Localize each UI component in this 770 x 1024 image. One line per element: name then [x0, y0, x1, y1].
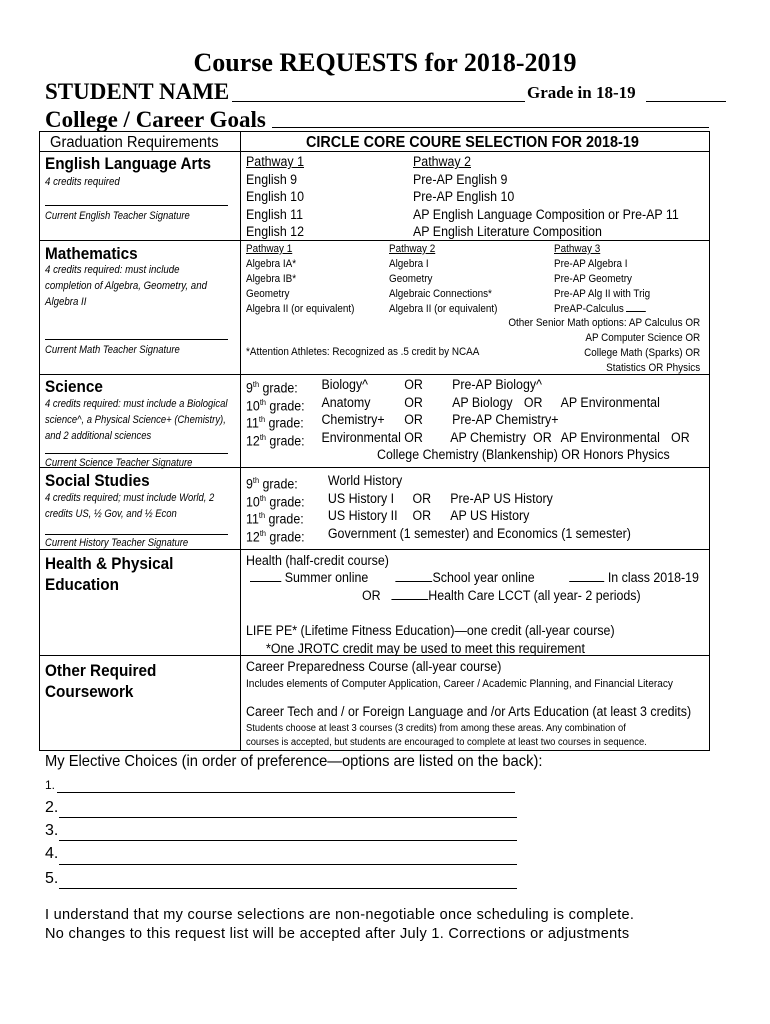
math-course: Algebra II (or equivalent) — [389, 303, 498, 315]
ela-course: English 9 — [246, 171, 298, 187]
math-other-line: AP Computer Science OR — [585, 332, 700, 344]
math-p1 — [246, 242, 354, 317]
math-p3 — [554, 242, 650, 317]
grade-label: grade: — [265, 494, 305, 509]
elective-number: 1. — [45, 778, 56, 792]
career-prep: Career Preparedness Course (all-year course) — [246, 659, 502, 674]
grade: 10 — [246, 494, 260, 509]
summer-blank[interactable] — [250, 581, 281, 582]
social-row — [246, 525, 631, 544]
in-class-blank[interactable] — [569, 581, 604, 582]
col-header-core: CIRCLE CORE COURE SELECTION FOR 2018-19 — [306, 134, 639, 151]
life-pe: LIFE PE* (Lifetime Fitness Education)—one credit (all-year course) — [246, 623, 615, 638]
grade: 9 — [246, 380, 253, 396]
grade: 10 — [246, 398, 260, 413]
math-course — [554, 302, 650, 317]
page-title: Course REQUESTS for 2018-2019 — [193, 48, 577, 77]
elective-number: 3. — [45, 822, 59, 839]
electives-heading: My Elective Choices (in order of preference—options are listed on the back): — [45, 753, 543, 770]
career-tech-note: courses is accepted, but students are encouraged to complete at least two courses in sequence. — [246, 737, 647, 748]
ela-course: English 10 — [246, 189, 305, 204]
school-year-online: School year online — [432, 570, 535, 585]
math-course: Algebra IA* — [246, 258, 297, 270]
math-other-line: College Math (Sparks) OR — [583, 347, 700, 359]
grade-suffix: th — [259, 432, 266, 442]
ela-p2-heading — [413, 153, 679, 241]
science-title: Science — [45, 377, 103, 396]
grade-label: grade: — [265, 415, 304, 431]
science-note: 4 credits required: must include a Biological science^, a Physical Science+ (Chemistry), and 2 additional sciences — [45, 398, 228, 442]
grade-suffix: th — [259, 528, 266, 538]
course: AP Chemistry — [450, 429, 526, 445]
career-tech-note: Students choose at least 3 courses (3 credits) from among these areas. Any combination of — [246, 723, 626, 734]
or-label: OR — [404, 394, 423, 410]
elective-1-input[interactable] — [57, 792, 515, 793]
or-label: OR — [404, 377, 423, 392]
grade: 11 — [246, 511, 259, 527]
jrotc-note: *One JROTC credit may be used to meet this requirement — [266, 641, 585, 656]
elective-3-input[interactable] — [59, 840, 517, 841]
grade-label: grade: — [259, 380, 298, 396]
math-title: Mathematics — [45, 244, 138, 263]
course: AP Environmental — [560, 394, 660, 410]
course: Government (1 semester) and Economics (1 semester) — [327, 525, 631, 541]
math-other-line: Statistics OR Physics — [605, 362, 700, 374]
career-goals-field[interactable] — [272, 127, 709, 128]
table-divider — [240, 131, 241, 750]
grade-label: grade: — [265, 398, 305, 413]
ela-course: Pre-AP English 9 — [413, 171, 508, 187]
grade: 12 — [246, 529, 260, 544]
course: US History I — [327, 490, 395, 506]
science-signature-line[interactable] — [45, 453, 228, 454]
math-course: Algebra II (or equivalent) — [246, 303, 355, 315]
lcct-option: Health Care LCCT (all year- 2 periods) — [428, 588, 641, 603]
or-label: OR — [533, 429, 552, 445]
math-p2 — [389, 242, 497, 317]
grade-suffix: th — [259, 493, 266, 503]
elective-2-input[interactable] — [59, 817, 517, 818]
health-title-line: Health & Physical — [45, 554, 174, 573]
or-label: OR — [412, 508, 432, 523]
health-title-line: Education — [45, 575, 119, 594]
grade-label: grade: — [265, 511, 304, 527]
math-other-line: Other Senior Math options: AP Calculus OR — [508, 317, 700, 329]
ela-course: Pre-AP English 10 — [413, 189, 515, 204]
course: World History — [327, 473, 403, 488]
or-label: OR — [404, 429, 423, 445]
math-course: Pre-AP Geometry — [554, 273, 632, 285]
science-row — [246, 376, 542, 396]
grade: 11 — [246, 415, 259, 431]
course: Environmental — [321, 429, 401, 445]
science-row — [246, 411, 559, 431]
grade-suffix: th — [258, 415, 266, 424]
grade-label: grade: — [259, 476, 298, 492]
science-extra: College Chemistry (Blankenship) OR Honors Physics — [377, 447, 670, 462]
math-pathway-1: Pathway 1 — [246, 243, 293, 255]
math-course: Algebra I — [389, 258, 429, 270]
course: Pre-AP Biology^ — [452, 377, 542, 392]
grade-suffix: th — [259, 397, 266, 407]
student-name-field[interactable] — [232, 101, 525, 102]
grade-suffix: th — [252, 380, 260, 389]
ela-course: English 12 — [246, 224, 305, 239]
social-note: 4 credits required; must include World, 2 credits US, ½ Gov, and ½ Econ — [45, 492, 215, 520]
other-title-line: Other Required — [45, 661, 157, 680]
course: US History II — [327, 508, 398, 523]
social-row — [246, 490, 553, 509]
ela-course: AP English Literature Composition — [413, 224, 602, 239]
course: Anatomy — [321, 394, 371, 410]
social-signature-label: Current History Teacher Signature — [45, 537, 189, 549]
or-label: OR — [671, 429, 690, 445]
health-options-row — [250, 570, 728, 585]
ela-pathway-1: Pathway 1 — [246, 154, 305, 169]
or-label: OR — [404, 412, 423, 427]
acknowledgement-line: No changes to this request list will be accepted after July 1. Corrections or adjustments — [45, 926, 630, 942]
school-year-blank[interactable] — [396, 581, 433, 582]
course: AP US History — [450, 508, 530, 523]
career-goals-label: College / Career Goals — [45, 107, 266, 132]
grade-label: Grade in 18-19 — [527, 83, 636, 102]
ela-p1-heading — [246, 153, 304, 241]
math-signature-label: Current Math Teacher Signature — [45, 344, 180, 356]
acknowledgement-line: I understand that my course selections are non-negotiable once scheduling is complete. — [45, 907, 635, 923]
elective-number: 2. — [45, 799, 59, 816]
math-pathway-2: Pathway 2 — [389, 243, 436, 255]
math-course: Geometry — [246, 288, 290, 300]
ela-course: English 11 — [246, 206, 304, 222]
math-course: Pre-AP Alg II with Trig — [554, 288, 651, 300]
career-prep-note: Includes elements of Computer Application, Career / Academic Planning, and Financial Literacy — [246, 678, 673, 690]
ela-course: AP English Language Composition or Pre-AP 11 — [413, 206, 679, 222]
ela-pathway-2: Pathway 2 — [413, 154, 472, 169]
math-course: Algebraic Connections* — [389, 288, 492, 300]
lcct-blank[interactable] — [391, 599, 428, 600]
grade: 9 — [246, 476, 253, 492]
social-row — [246, 472, 403, 492]
math-note: 4 credits required: must include completion of Algebra, Geometry, and Algebra II — [45, 264, 207, 308]
grade-label: grade: — [265, 529, 305, 544]
grade: 12 — [246, 433, 260, 448]
other-title — [45, 660, 156, 702]
elective-4-input[interactable] — [59, 864, 517, 865]
elective-5-input[interactable] — [59, 888, 517, 889]
course: Pre-AP Chemistry+ — [452, 412, 559, 427]
social-grades — [246, 472, 631, 544]
ela-title: English Language Arts — [45, 154, 212, 173]
elective-number: 5. — [45, 870, 59, 887]
science-grades — [246, 376, 690, 448]
grade-suffix: th — [258, 511, 266, 520]
grade-label: grade: — [265, 433, 305, 448]
or-label: OR — [412, 490, 432, 506]
social-title: Social Studies — [45, 471, 150, 490]
course: Chemistry+ — [321, 412, 385, 427]
in-class: In class 2018-19 — [607, 570, 699, 585]
course: Biology^ — [321, 377, 369, 392]
student-name-label: STUDENT NAME — [45, 79, 230, 104]
elective-number: 4. — [45, 845, 59, 862]
math-course: Algebra IB* — [246, 273, 297, 285]
math-course-calculus: PreAP-Calculus — [554, 303, 624, 315]
calculus-blank[interactable] — [626, 311, 646, 312]
grade-suffix: th — [252, 476, 260, 485]
science-signature-label: Current Science Teacher Signature — [45, 457, 193, 469]
math-pathway-3: Pathway 3 — [554, 243, 601, 255]
science-row — [246, 429, 690, 448]
health-title — [45, 553, 173, 595]
ela-note: 4 credits required — [45, 176, 120, 188]
course: AP Environmental — [560, 429, 660, 445]
athletes-note: *Attention Athletes: Recognized as .5 credit by NCAA — [246, 346, 480, 358]
ela-signature-label: Current English Teacher Signature — [45, 210, 190, 222]
course: AP Biology — [452, 394, 513, 410]
grade-field[interactable] — [646, 101, 726, 102]
course: Pre-AP US History — [450, 490, 553, 506]
math-course: Pre-AP Algebra I — [554, 258, 628, 270]
math-signature-line[interactable] — [45, 339, 228, 340]
summer-online: Summer online — [284, 570, 369, 585]
science-row — [246, 394, 660, 413]
math-course: Geometry — [389, 273, 433, 285]
health-lcct-row — [362, 588, 641, 603]
or-label: OR — [523, 394, 543, 410]
social-row — [246, 507, 530, 527]
col-header-graduation: Graduation Requirements — [50, 134, 219, 151]
health-heading: Health (half-credit course) — [246, 553, 389, 568]
career-tech: Career Tech and / or Foreign Language and /or Arts Education (at least 3 credits) — [246, 704, 692, 719]
or-label: OR — [362, 588, 381, 603]
math-other-senior — [508, 316, 700, 376]
ela-signature-line[interactable] — [45, 205, 228, 206]
other-title-line: Coursework — [45, 682, 134, 701]
